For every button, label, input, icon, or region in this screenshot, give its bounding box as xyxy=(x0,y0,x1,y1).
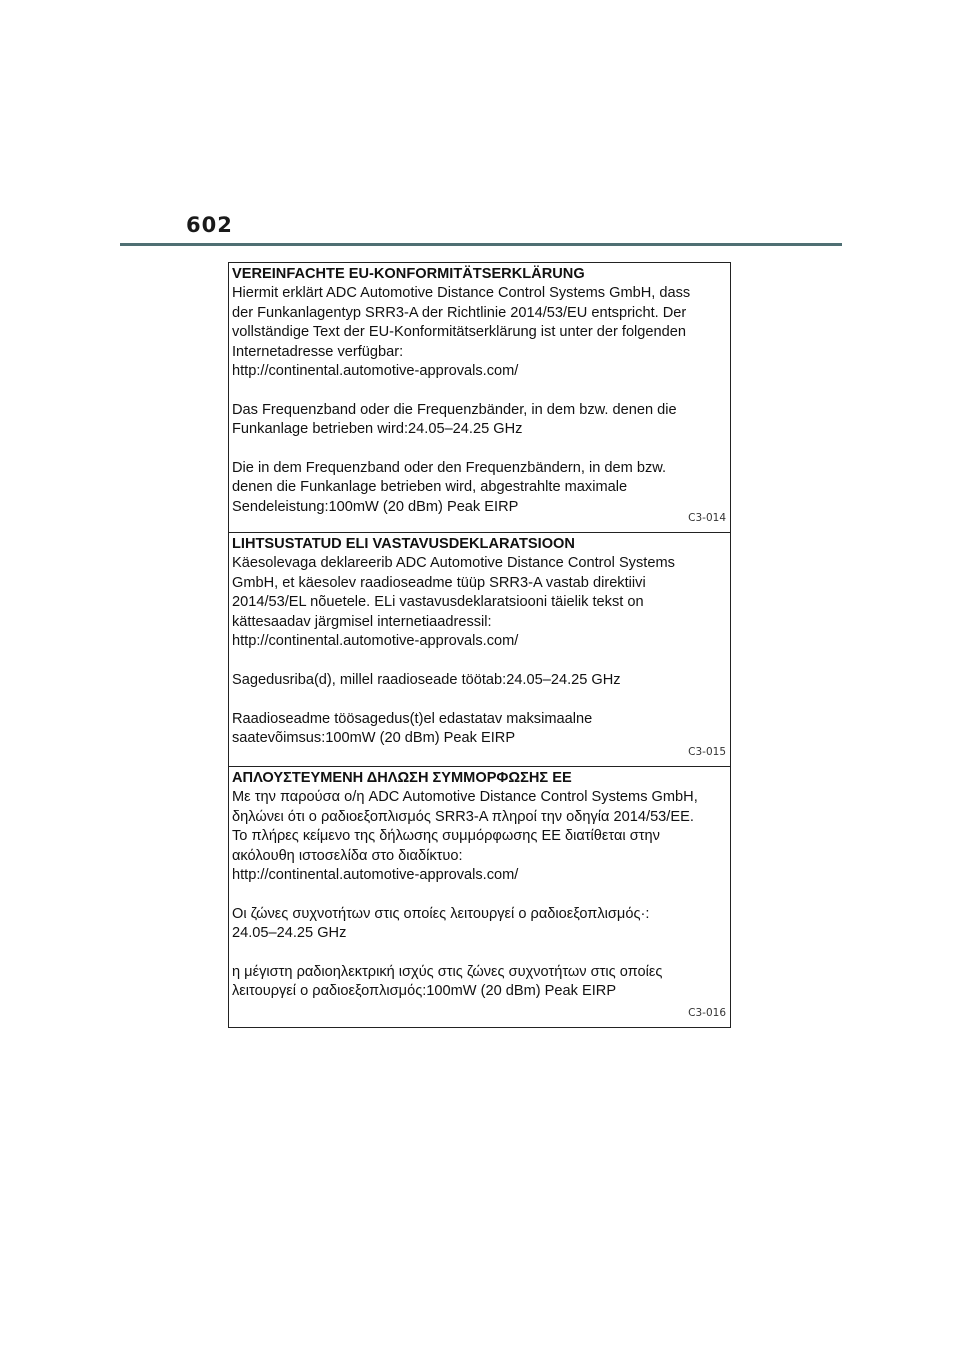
page-number: 602 xyxy=(186,213,233,237)
declaration-box-el xyxy=(229,767,730,1027)
paragraph-el-3 xyxy=(232,963,726,1002)
paragraph-et-1 xyxy=(232,554,726,651)
paragraph-el-1 xyxy=(232,788,726,885)
url-link-el[interactable]: http://continental.automotive-approvals.com/ xyxy=(232,867,519,884)
reference-code-et: C3-015 xyxy=(688,745,726,758)
reference-code-de: C3-014 xyxy=(688,511,726,524)
text-line: Die in dem Frequenzband oder den Frequenzbändern, in dem bzw. xyxy=(232,460,667,477)
paragraph-et-2 xyxy=(232,671,726,690)
text-line: der Funkanlagentyp SRR3-A der Richtlinie 2014/53/EU entspricht. Der xyxy=(232,304,687,321)
paragraph-et-3 xyxy=(232,710,726,749)
text-line: Με την παρούσα ο/η ADC Automotive Distance Control Systems GmbH, xyxy=(232,789,698,806)
text-line: Sagedusriba(d), millel raadioseade töötab:24.05–24.25 GHz xyxy=(232,671,621,688)
text-line: Funkanlage betrieben wird:24.05–24.25 GHz xyxy=(232,421,523,438)
text-line: saatevõimsus:100mW (20 dBm) Peak EIRP xyxy=(232,730,516,747)
box-title-de: VEREINFACHTE EU-KONFORMITÄTSERKLÄRUNG xyxy=(232,266,585,282)
text-line: kättesaadav järgmisel internetiaadressil: xyxy=(232,613,492,630)
reference-code-el: C3-016 xyxy=(688,1006,726,1019)
text-line: 24.05–24.25 GHz xyxy=(232,925,347,942)
declaration-box-et xyxy=(229,533,730,767)
text-line: λειτουργεί ο ραδιοεξοπλισμός:100mW (20 dBm) Peak EIRP xyxy=(232,983,617,1000)
paragraph-de-3 xyxy=(232,459,726,517)
declaration-table xyxy=(228,262,731,1028)
paragraph-de-2 xyxy=(232,401,726,440)
text-line: vollständige Text der EU-Konformitätserklärung ist unter der folgenden xyxy=(232,324,687,341)
text-line: Raadioseadme töösagedus(t)el edastatav maksimaalne xyxy=(232,710,593,727)
text-line: 2014/53/EL nõuetele. ELi vastavusdeklaratsiooni täielik tekst on xyxy=(232,594,644,611)
url-link-et[interactable]: http://continental.automotive-approvals.com/ xyxy=(232,633,519,650)
url-link-de[interactable]: http://continental.automotive-approvals.com/ xyxy=(232,363,519,380)
declaration-box-de xyxy=(229,263,730,533)
text-line: Hiermit erklärt ADC Automotive Distance Control Systems GmbH, dass xyxy=(232,285,691,302)
text-line: η μέγιστη ραδιοηλεκτρική ισχύς στις ζώνες συχνοτήτων στις οποίες xyxy=(232,964,663,981)
text-line: Sendeleistung:100mW (20 dBm) Peak EIRP xyxy=(232,498,519,515)
text-line: Internetadresse verfügbar: xyxy=(232,343,404,360)
text-line: GmbH, et käesolev raadioseadme tüüp SRR3-A vastab direktiivi xyxy=(232,574,646,591)
box-title-el: ΑΠΛΟΥΣΤΕΥΜΕΝΗ ΔΗΛΩΣΗ ΣΥΜΜΟΡΦΩΣΗΣ ΕΕ xyxy=(232,770,572,786)
header-rule xyxy=(120,243,842,246)
text-line: Το πλήρες κείμενο της δήλωσης συμμόρφωσης ΕΕ διατίθεται στην xyxy=(232,828,660,845)
box-title-et: LIHTSUSTATUD ELI VASTAVUSDEKLARATSIOON xyxy=(232,536,575,552)
paragraph-de-1 xyxy=(232,284,726,381)
text-line: ακόλουθη ιστοσελίδα στο διαδίκτυο: xyxy=(232,847,463,864)
paragraph-el-2 xyxy=(232,905,726,944)
text-line: Das Frequenzband oder die Frequenzbänder, in dem bzw. denen die xyxy=(232,401,677,418)
text-line: denen die Funkanlage betrieben wird, abgestrahlte maximale xyxy=(232,479,628,496)
text-line: δηλώνει ότι ο ραδιοεξοπλισμός SRR3-A πληροί την οδηγία 2014/53/ΕΕ. xyxy=(232,808,694,825)
text-line: Käesolevaga deklareerib ADC Automotive Distance Control Systems xyxy=(232,555,675,572)
text-line: Οι ζώνες συχνοτήτων στις οποίες λειτουργεί ο ραδιοεξοπλισμός·: xyxy=(232,905,650,922)
